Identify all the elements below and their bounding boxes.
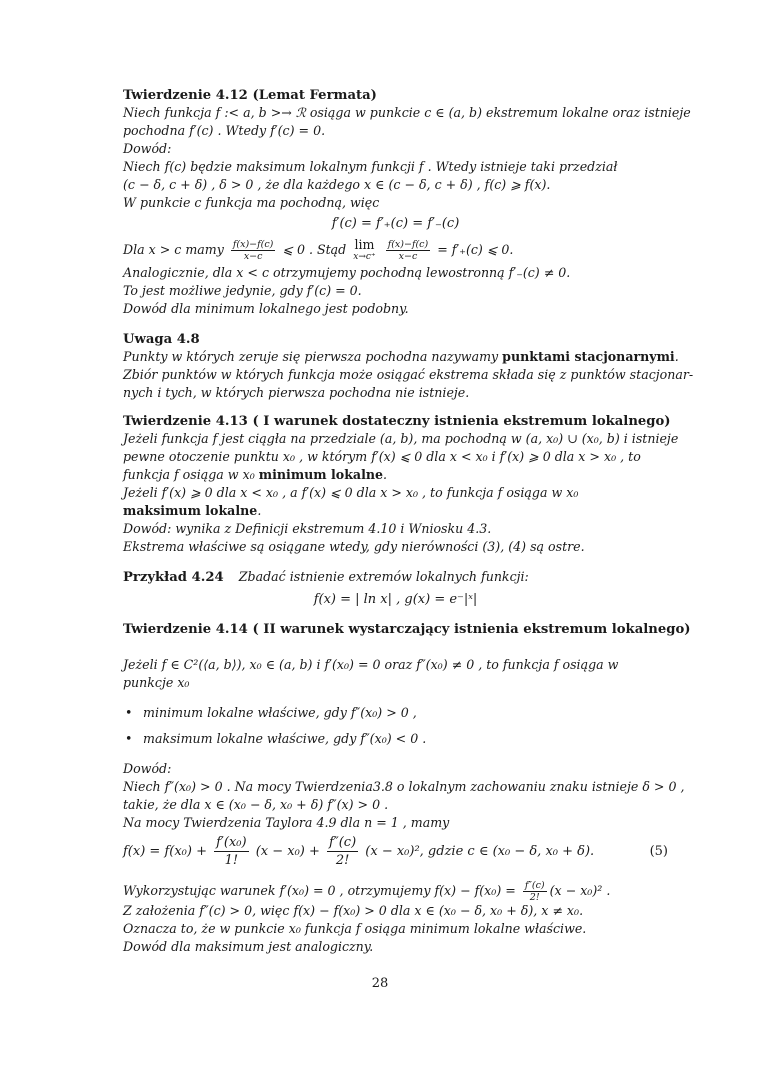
- fraction: $\frac{f''(c)}{2!}$: [524, 880, 545, 903]
- proof-line: W punkcie c funkcja ma pochodną, więc: [123, 195, 380, 210]
- taylor-equation: f(x) = f(x₀) + $\frac{\text{f′(x₀)}}{1!}$ (x − x₀) + $\frac{f''(c)}{2!}$ (x − x₀)², gdzie c ∈ (x₀ − δ, x₀ + δ). (5): [123, 832, 668, 872]
- theorem-4-13-line: funkcja f osiąga w x₀ minimum lokalne.: [123, 467, 388, 482]
- proof-line: Wykorzystując warunek f′(x₀) = 0 , otrzymujemy f(x) − f(x₀) = $\frac{f''(c)}{2!}$ (x − x₀)² .: [123, 880, 611, 903]
- theorem-4-13-line: Jeżeli funkcja f jest ciągła na przedziale (a, b), ma pochodną w (a, x₀) ∪ (x₀, b) i istnieje: [123, 431, 679, 446]
- theorem-4-14-line: punkcje x₀: [123, 675, 190, 690]
- proof-line: Z założenia f″(c) > 0, więc f(x) − f(x₀) > 0 dla x ∈ (x₀ − δ, x₀ + δ), x ≠ x₀.: [123, 903, 584, 918]
- bold-term: maksimum lokalne: [123, 503, 258, 518]
- theorem-4-13-line: maksimum lokalne.: [123, 503, 262, 518]
- theorem-4-12-line: Niech funkcja f :< a, b >→ ℛ osiąga w punkcie c ∈ (a, b) ekstremum lokalne oraz istnieje: [123, 105, 691, 120]
- bold-term: punktami stacjonarnymi: [502, 349, 675, 364]
- limit-text: ⩽ 0 . Stąd: [282, 242, 347, 257]
- limit-line: [123, 238, 668, 262]
- theorem-4-13-line: pewne otoczenie punktu x₀ , w którym f′(x) ⩽ 0 dla x < x₀ i f′(x) ⩾ 0 dla x > x₀ , to: [123, 449, 641, 464]
- theorem-4-13-line: Jeżeli f′(x) ⩾ 0 dla x < x₀ , a f′(x) ⩽ 0 dla x > x₀ , to funkcja f osiąga w x₀: [123, 485, 579, 500]
- proof-line: To jest możliwe jedynie, gdy f′(c) = 0.: [123, 283, 362, 298]
- limit-text: = f′₊(c) ⩽ 0.: [437, 242, 514, 257]
- example-4-24-title: Przykład 4.24: [123, 570, 224, 585]
- proof-line: Oznacza to, że w punkcie x₀ funkcja f osiąga minimum lokalne właściwe.: [123, 921, 587, 936]
- example-4-24: [123, 566, 668, 588]
- bold-term: minimum lokalne: [258, 467, 384, 482]
- remark-line: Zbiór punktów w których funkcja może osiągać ekstrema składa się z punktów stacjonar-: [123, 367, 694, 382]
- example-4-24-text: Zbadać istnienie extremów lokalnych funkcji:: [238, 569, 529, 584]
- proof-line: Na mocy Twierdzenia Taylora 4.9 dla n = 1 , mamy: [123, 815, 450, 830]
- proof-line: (c − δ, c + δ) , δ > 0 , że dla każdego x ∈ (c − δ, c + δ) , f(c) ⩾ f(x).: [123, 177, 551, 192]
- theorem-4-13-line: Dowód: wynika z Definicji ekstremum 4.10 i Wniosku 4.3.: [123, 521, 492, 536]
- theorem-4-13-line: Ekstrema właściwe są osiągane wtedy, gdy nierówności (3), (4) są ostre.: [123, 539, 585, 554]
- proof-line: Niech f″(x₀) > 0 . Na mocy Twierdzenia3.8 o lokalnym zachowaniu znaku istnieje δ > 0 ,: [123, 779, 685, 794]
- equation-number: (5): [649, 844, 668, 859]
- limit-text: Dla x > c mamy: [123, 242, 224, 257]
- theorem-4-14-line: Jeżeli f ∈ C²(⟨a, b⟩), x₀ ∈ (a, b) i f′(x₀) = 0 oraz f″(x₀) ≠ 0 , to funkcja f osiąga w: [123, 657, 619, 672]
- proof-line: takie, że dla x ∈ (x₀ − δ, x₀ + δ) f″(x) > 0 .: [123, 797, 389, 812]
- theorem-4-14-title: Twierdzenie 4.14 ( II warunek wystarczający istnienia ekstremum lokalnego): [123, 622, 691, 637]
- limit-operator: lim x→c⁺: [353, 236, 376, 262]
- remark-line: nych i tych, w których pierwsza pochodna nie istnieje.: [123, 385, 470, 400]
- fraction: $\frac{\text{f′(x₀)}}{1!}$: [216, 835, 247, 868]
- proof-line: Niech f(c) będzie maksimum lokalnym funkcji f . Wtedy istnieje taki przedział: [123, 159, 618, 174]
- bullet-item: • maksimum lokalne właściwe, gdy f″(x₀) < 0 .: [143, 730, 426, 748]
- fraction: $\frac{f''(c)}{2!}$: [329, 835, 357, 868]
- fermat-equation: f′(c) = f′₊(c) = f′₋(c): [331, 216, 460, 231]
- theorem-4-12-line: pochodna f′(c) . Wtedy f′(c) = 0.: [123, 123, 326, 138]
- theorem-4-12-title: Twierdzenie 4.12 (Lemat Fermata): [123, 88, 377, 103]
- remark-line: Punkty w których zeruje się pierwsza pochodna nazywamy punktami stacjonarnymi.: [123, 349, 679, 364]
- proof-line: Dowód dla maksimum jest analogiczny.: [123, 939, 374, 954]
- proof-line: Dowód dla minimum lokalnego jest podobny.: [123, 301, 409, 316]
- theorem-4-13-title: Twierdzenie 4.13 ( I warunek dostateczny istnienia ekstremum lokalnego): [123, 414, 671, 429]
- proof-label: Dowód:: [123, 141, 172, 156]
- example-equation: f(x) = | ln x| , g(x) = e⁻|ˣ|: [313, 592, 478, 607]
- bullet-item: • minimum lokalne właściwe, gdy f″(x₀) > 0 ,: [143, 704, 417, 722]
- difference-quotient: $\frac{f(x)-f(c)}{x-c}$: [387, 239, 429, 262]
- proof-line: Analogicznie, dla x < c otrzymujemy pochodną lewostronną f′₋(c) ≠ 0.: [123, 265, 571, 280]
- proof-label: Dowód:: [123, 761, 172, 776]
- difference-quotient: $\frac{f(x)-f(c)}{x-c}$: [232, 239, 274, 262]
- page-number: 28: [371, 976, 389, 991]
- remark-4-8-title: Uwaga 4.8: [123, 332, 200, 347]
